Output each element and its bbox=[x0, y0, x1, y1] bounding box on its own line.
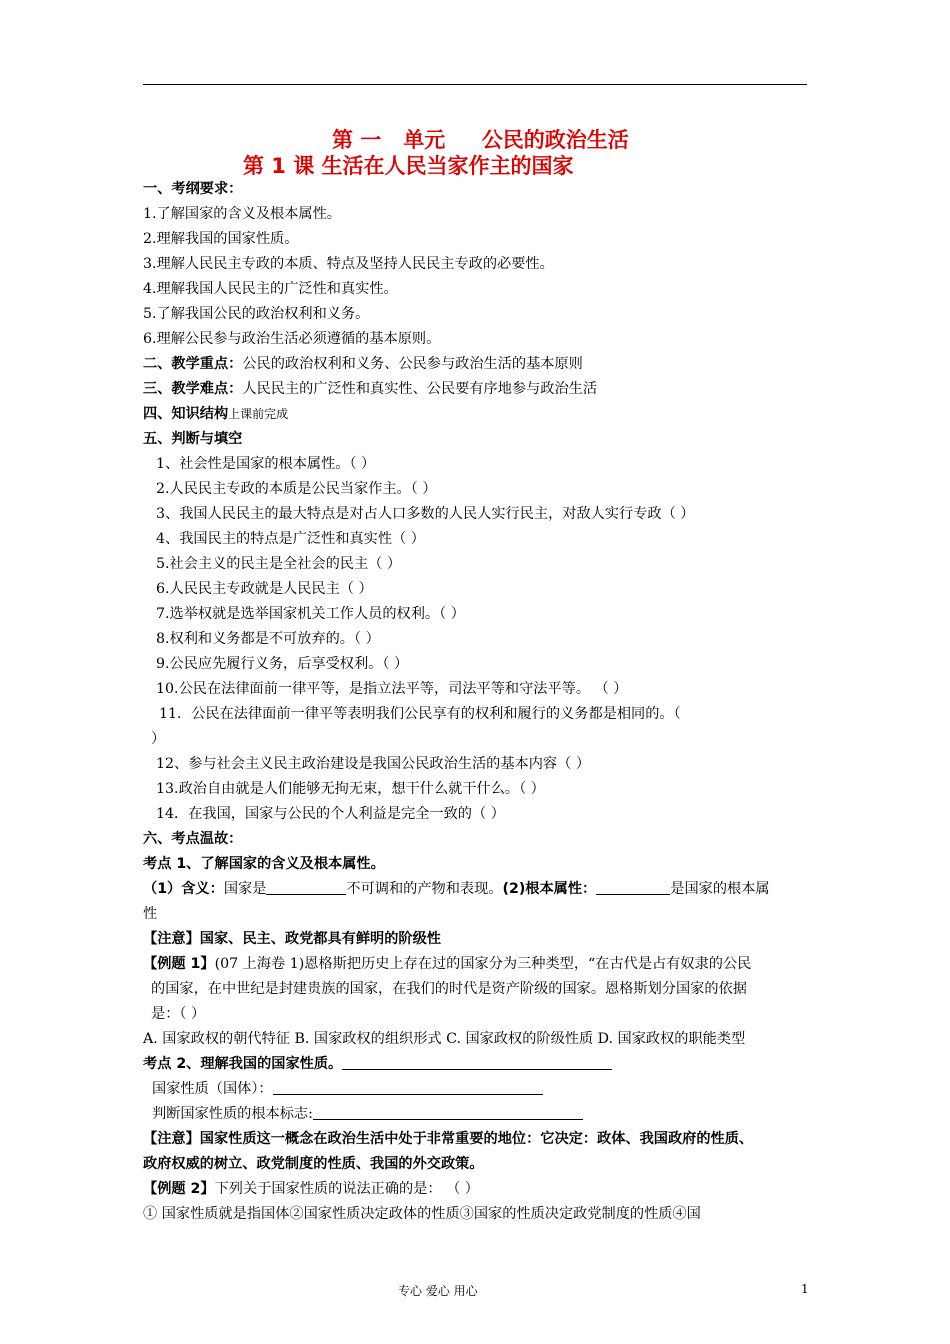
fill-blank[interactable] bbox=[313, 1105, 583, 1120]
section-heading: 五、判断与填空 bbox=[143, 431, 243, 447]
teaching-difficulty-text: 人民民主的广泛性和真实性、公民要有序地参与政治生活 bbox=[242, 381, 598, 397]
knowledge-structure-note: 上课前完成 bbox=[228, 407, 289, 421]
requirement-item: 4.理解我国人民民主的广泛性和真实性。 bbox=[143, 281, 398, 297]
judge-item-wrap: ） bbox=[151, 731, 166, 747]
judge-item: 13.政治自由就是人们能够无拘无束，想干什么就干什么。（ ） bbox=[156, 781, 545, 797]
page-number: 1 bbox=[801, 1282, 809, 1296]
requirement-item: 6.理解公民参与政治生活必须遵循的基本原则。 bbox=[143, 331, 441, 347]
example-text: (07 上海卷 1)恩格斯把历史上存在过的国家分为三种类型，“在古代是占有奴隶的公民 bbox=[214, 956, 752, 972]
example-options: ① 国家性质就是指国体②国家性质决定政体的性质③国家的性质决定政党制度的性质④国 bbox=[143, 1206, 701, 1222]
judge-item: 8.权利和义务都是不可放弃的。（ ） bbox=[156, 631, 380, 647]
judge-item: 11．公民在法律面前一律平等表明我们公民享有的权利和履行的义务都是相同的。（ bbox=[159, 706, 681, 722]
note: 【注意】国家、民主、政党都具有鲜明的阶级性 bbox=[143, 931, 441, 947]
key-point-2 bbox=[143, 1052, 863, 1077]
document-body bbox=[143, 177, 863, 1227]
judge-item: 6.人民民主专政就是人民民主（ ） bbox=[156, 581, 373, 597]
knowledge-structure bbox=[143, 402, 863, 427]
section-heading: 六、考点温故： bbox=[143, 831, 243, 847]
key-point-title: 考点 2、理解我国的国家性质。 bbox=[143, 1056, 343, 1072]
section-heading: 四、知识结构 bbox=[143, 406, 229, 422]
requirement-item: 5.了解我国公民的政治权利和义务。 bbox=[143, 306, 370, 322]
section-heading: 一、考纲要求： bbox=[143, 181, 243, 197]
fill-blank[interactable] bbox=[342, 1055, 612, 1070]
example-text: 是：（ ） bbox=[151, 1006, 206, 1022]
teaching-focus-text: 公民的政治权利和义务、公民参与政治生活的基本原则 bbox=[242, 356, 583, 372]
fill-blank[interactable] bbox=[273, 1080, 543, 1095]
judge-item: 10.公民在法律面前一律平等，是指立法平等，司法平等和守法平等。 （ ） bbox=[156, 681, 628, 697]
fill-text: 是国家的根本属 bbox=[670, 881, 770, 897]
fill-text: 判断国家性质的根本标志: bbox=[152, 1106, 313, 1122]
footer-motto: 专心 爱心 用心 bbox=[398, 1284, 478, 1298]
example-text: 下列关于国家性质的说法正确的是： （ ） bbox=[214, 1181, 479, 1197]
example-question bbox=[143, 1177, 863, 1202]
header-rule bbox=[143, 84, 807, 85]
fill-text: 不可调和的产物和表现。 bbox=[346, 881, 503, 897]
teaching-focus bbox=[143, 352, 863, 377]
fill-blank[interactable] bbox=[266, 880, 346, 895]
requirement-item: 2.理解我国的国家性质。 bbox=[143, 231, 299, 247]
judge-item: 2.人民民主专政的本质是公民当家作主。（ ） bbox=[156, 481, 437, 497]
judge-item: 4、我国民主的特点是广泛性和真实性（ ） bbox=[156, 531, 425, 547]
judge-item: 7.选举权就是选举国家机关工作人员的权利。（ ） bbox=[156, 606, 465, 622]
judge-item: 9.公民应先履行义务，后享受权利。（ ） bbox=[156, 656, 409, 672]
lesson-title: 第 1 课 生活在人民当家作主的国家 bbox=[243, 154, 574, 178]
example-label: 【例题 1】 bbox=[143, 956, 215, 972]
example-label: 【例题 2】 bbox=[143, 1181, 215, 1197]
fill-label: (2)根本属性： bbox=[502, 881, 597, 897]
requirement-item: 1.了解国家的含义及根本属性。 bbox=[143, 206, 341, 222]
teaching-difficulty bbox=[143, 377, 863, 402]
section-heading: 二、教学重点： bbox=[143, 356, 243, 372]
example-options: A. 国家政权的朝代特征 B. 国家政权的组织形式 C. 国家政权的阶级性质 D. 国家政权的职能类型 bbox=[143, 1031, 746, 1047]
fill-blank[interactable] bbox=[596, 880, 670, 895]
key-point-title: 考点 1、了解国家的含义及根本属性。 bbox=[143, 856, 385, 872]
note: 政府权威的树立、政党制度的性质、我国的外交政策。 bbox=[143, 1156, 484, 1172]
example-text: 的国家，在中世纪是封建贵族的国家，在我们的时代是资产阶级的国家。恩格斯划分国家的依据 bbox=[151, 981, 747, 997]
unit-title: 第 一 单元 公民的政治生活 bbox=[332, 128, 629, 152]
fill-text: 国家性质（国体）： bbox=[152, 1081, 273, 1097]
fill-text: 国家是 bbox=[223, 881, 267, 897]
example-question bbox=[143, 952, 863, 977]
judge-item: 12、参与社会主义民主政治建设是我国公民政治生活的基本内容（ ） bbox=[156, 756, 591, 772]
requirement-item: 3.理解人民民主专政的本质、特点及坚持人民民主专政的必要性。 bbox=[143, 256, 554, 272]
judge-item: 5.社会主义的民主是全社会的民主（ ） bbox=[156, 556, 402, 572]
fill-label: （1）含义： bbox=[143, 881, 224, 897]
judge-item: 1、社会性是国家的根本属性。（ ） bbox=[156, 456, 376, 472]
judge-item: 3、我国人民民主的最大特点是对占人口多数的人民人实行民主，对敌人实行专政（ ） bbox=[156, 506, 695, 522]
key-point-2-item bbox=[143, 1077, 863, 1102]
key-point-2-item bbox=[143, 1102, 863, 1127]
judge-item: 14．在我国，国家与公民的个人利益是完全一致的（ ） bbox=[156, 806, 505, 822]
key-point-fill bbox=[143, 877, 863, 902]
note: 【注意】国家性质这一概念在政治生活中处于非常重要的地位：它决定：政体、我国政府的性质、 bbox=[143, 1131, 754, 1147]
key-point-fill-wrap: 性 bbox=[143, 906, 158, 922]
section-heading: 三、教学难点： bbox=[143, 381, 243, 397]
